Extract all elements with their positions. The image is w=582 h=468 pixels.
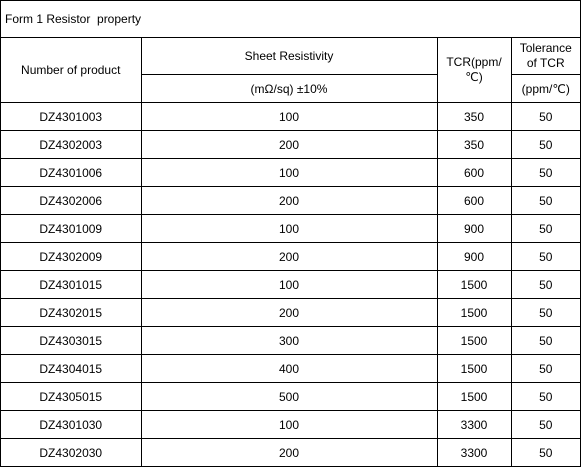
cell-resistivity: 500 (141, 383, 437, 411)
cell-tcr: 1500 (437, 299, 511, 327)
table-row (1, 383, 580, 411)
resistor-property-table (1, 38, 580, 466)
cell-product: DZ4302015 (1, 299, 141, 327)
cell-tcr: 1500 (437, 355, 511, 383)
table-row (1, 439, 580, 467)
header-tcr (437, 38, 511, 103)
form-caption: Form 1 Resistor property (1, 1, 580, 38)
cell-tcr: 3300 (437, 439, 511, 467)
cell-product: DZ4301003 (1, 103, 141, 131)
table-row (1, 131, 580, 159)
cell-resistivity: 200 (141, 187, 437, 215)
table-row (1, 159, 580, 187)
cell-product: DZ4301015 (1, 271, 141, 299)
cell-product: DZ4302030 (1, 439, 141, 467)
header-tolerance (511, 38, 580, 75)
table-row (1, 327, 580, 355)
cell-tolerance: 50 (511, 299, 580, 327)
cell-tolerance: 50 (511, 439, 580, 467)
cell-tolerance: 50 (511, 103, 580, 131)
cell-tolerance: 50 (511, 187, 580, 215)
cell-resistivity: 400 (141, 355, 437, 383)
cell-resistivity: 200 (141, 243, 437, 271)
header-tolerance-unit: (ppm/℃) (511, 75, 580, 103)
cell-resistivity: 100 (141, 103, 437, 131)
header-tcr-line2: ℃) (465, 70, 483, 84)
cell-tolerance: 50 (511, 327, 580, 355)
table-row (1, 187, 580, 215)
cell-resistivity: 100 (141, 411, 437, 439)
cell-tolerance: 50 (511, 355, 580, 383)
cell-tolerance: 50 (511, 159, 580, 187)
header-product: Number of product (1, 38, 141, 103)
cell-product: DZ4302006 (1, 187, 141, 215)
cell-resistivity: 100 (141, 271, 437, 299)
cell-tcr: 900 (437, 243, 511, 271)
cell-tcr: 600 (437, 187, 511, 215)
header-tcr-line1: TCR(ppm/ (446, 55, 502, 69)
cell-tcr: 600 (437, 159, 511, 187)
cell-product: DZ4301009 (1, 215, 141, 243)
cell-tcr: 350 (437, 131, 511, 159)
cell-tcr: 3300 (437, 411, 511, 439)
cell-product: DZ4302009 (1, 243, 141, 271)
header-tolerance-line2: of TCR (526, 56, 565, 70)
cell-product: DZ4303015 (1, 327, 141, 355)
cell-resistivity: 100 (141, 159, 437, 187)
header-row-1 (1, 38, 580, 75)
cell-resistivity: 100 (141, 215, 437, 243)
cell-tcr: 1500 (437, 327, 511, 355)
cell-tolerance: 50 (511, 271, 580, 299)
cell-resistivity: 200 (141, 439, 437, 467)
table-row (1, 215, 580, 243)
table-row (1, 103, 580, 131)
cell-product: DZ4304015 (1, 355, 141, 383)
cell-tcr: 1500 (437, 271, 511, 299)
cell-tolerance: 50 (511, 243, 580, 271)
cell-product: DZ4305015 (1, 383, 141, 411)
table-row (1, 271, 580, 299)
table-row (1, 299, 580, 327)
cell-resistivity: 200 (141, 131, 437, 159)
header-tolerance-line1: Tolerance (519, 41, 572, 55)
cell-tolerance: 50 (511, 215, 580, 243)
cell-tolerance: 50 (511, 411, 580, 439)
cell-tcr: 1500 (437, 383, 511, 411)
cell-tolerance: 50 (511, 383, 580, 411)
table-row (1, 411, 580, 439)
cell-resistivity: 300 (141, 327, 437, 355)
cell-tcr: 350 (437, 103, 511, 131)
cell-product: DZ4302003 (1, 131, 141, 159)
cell-product: DZ4301006 (1, 159, 141, 187)
cell-product: DZ4301030 (1, 411, 141, 439)
header-sheet-resistivity: Sheet Resistivity (141, 38, 437, 75)
header-sheet-resistivity-unit: (mΩ/sq) ±10% (141, 75, 437, 103)
table-row (1, 243, 580, 271)
cell-tcr: 900 (437, 215, 511, 243)
cell-resistivity: 200 (141, 299, 437, 327)
cell-tolerance: 50 (511, 131, 580, 159)
table-row (1, 355, 580, 383)
